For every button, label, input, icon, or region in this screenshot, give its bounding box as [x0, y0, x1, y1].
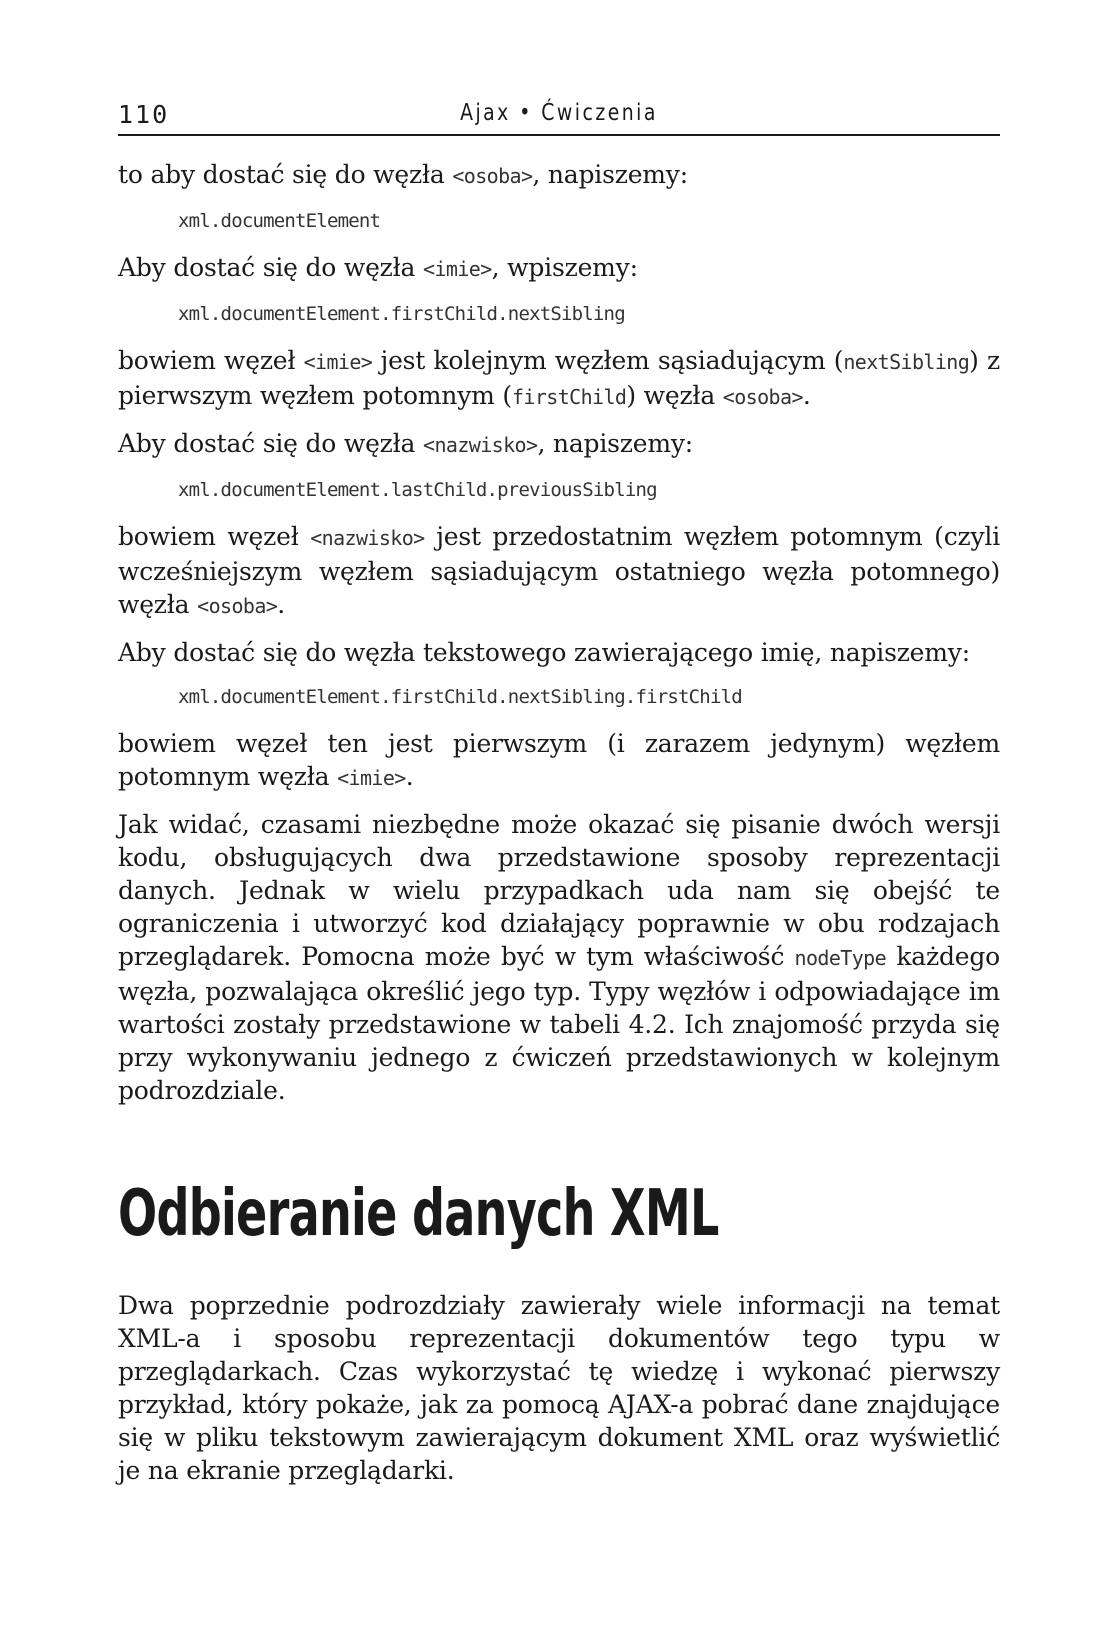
paragraph-3: bowiem węzeł <imie> jest kolejnym węzłem sąsiadującym (nextSibling) z pierwszym węzłem potomnym (firstChild) węzła <osoba>.	[118, 346, 1000, 410]
code-example-1: xml.documentElement	[178, 210, 381, 232]
page-content	[118, 158, 1000, 1500]
running-header	[118, 96, 1000, 136]
inline-code: nodeType	[794, 946, 887, 970]
inline-code: <nazwisko>	[423, 433, 538, 457]
paragraph-8: Jak widać, czasami niezbędne może okazać się pisanie dwóch wersji kodu, obsługujących dwa przedstawione sposoby reprezentacji danych. Jednak w wielu przypadkach uda nam się obejść te ograniczenia i utworzyć kod działający poprawnie w obu rodzajach przeglądarek. Pomocna może być w tym właściwość nodeType każdego węzła, pozwalająca określić jego typ. Typy węzłów i odpowiadające im wartości zostały przedstawione w tabeli 4.2. Ich znajomość przyda się przy wykonywaniu jednego z ćwiczeń przedstawionych w kolejnym podrozdziale.	[118, 810, 1000, 1105]
code-example-3: xml.documentElement.lastChild.previousSibling	[178, 479, 657, 501]
running-title: Ajax • Ćwiczenia	[460, 100, 658, 126]
inline-code: <imie>	[423, 257, 492, 281]
paragraph-6: Aby dostać się do węzła tekstowego zawierającego imię, napiszemy:	[118, 638, 970, 667]
inline-code: firstChild	[511, 385, 627, 409]
paragraph-1: to aby dostać się do węzła <osoba>, napiszemy:	[118, 160, 688, 189]
inline-code: <osoba>	[197, 594, 278, 618]
inline-code: <imie>	[337, 766, 406, 790]
code-example-4: xml.documentElement.firstChild.nextSibling.firstChild	[178, 686, 742, 708]
inline-code: <osoba>	[452, 164, 533, 188]
paragraph-5: bowiem węzeł <nazwisko> jest przedostatnim węzłem potomnym (czyli wcześniejszym węzłem sąsiadującym ostatniego węzła potomnego) węzła <osoba>.	[118, 522, 1000, 619]
inline-code: nextSibling	[843, 350, 970, 374]
paragraph-7: bowiem węzeł ten jest pierwszym (i zarazem jedynym) węzłem potomnym węzła <imie>.	[118, 729, 1000, 791]
inline-code: <imie>	[303, 350, 373, 374]
paragraph-9: Dwa poprzednie podrozdziały zawierały wiele informacji na temat XML-a i sposobu reprezentacji dokumentów tego typu w przeglądarkach. Czas wykorzystać tę wiedzę i wykonać pierwszy przykład, który pokaże, jak za pomocą AJAX-a pobrać dane znajdujące się w pliku tekstowym zawierającym dokument XML oraz wyświetlić je na ekranie przeglądarki.	[118, 1291, 1000, 1485]
paragraph-2: Aby dostać się do węzła <imie>, wpiszemy:	[118, 253, 638, 282]
inline-code: <nazwisko>	[310, 526, 425, 550]
code-example-2: xml.documentElement.firstChild.nextSibling	[178, 303, 625, 325]
page-number: 110	[118, 100, 170, 129]
inline-code: <osoba>	[722, 385, 803, 409]
section-heading: Odbieranie danych XML	[118, 1177, 719, 1251]
paragraph-4: Aby dostać się do węzła <nazwisko>, napiszemy:	[118, 429, 693, 458]
